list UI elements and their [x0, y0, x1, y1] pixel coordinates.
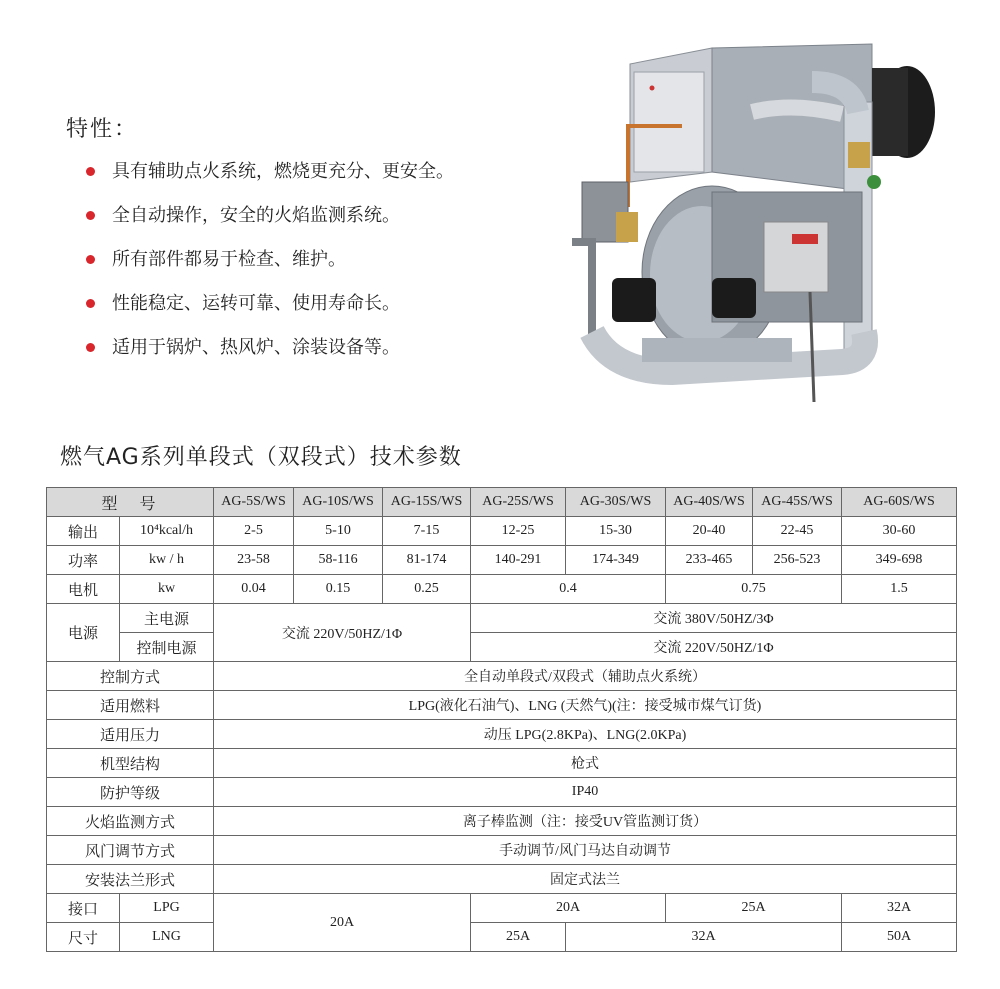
spec-row [47, 749, 957, 778]
spec-row [47, 836, 957, 865]
lpg-cell: 20A [471, 894, 666, 923]
lng-cell: 50A [842, 923, 957, 952]
kcal-unit: 10⁴kcal/h [120, 517, 214, 546]
output-label: 输出 [47, 517, 120, 546]
output-kw-row [47, 546, 957, 575]
power-source-label: 电源 [47, 604, 120, 662]
spec-row [47, 807, 957, 836]
motor-cell: 0.15 [294, 575, 383, 604]
model-cell: AG-15S/WS [383, 488, 471, 517]
kw-cell: 140-291 [471, 546, 566, 575]
lng-cell: 25A [471, 923, 566, 952]
lng-port-row [47, 923, 957, 952]
bullet-icon [86, 255, 95, 264]
spec-value: 离子棒监测（注：接受UV管监测订货） [214, 807, 957, 836]
motor-cell: 0.04 [214, 575, 294, 604]
lpg-port-row [47, 894, 957, 923]
power-small-cell: 交流 220V/50HZ/1Φ [214, 604, 471, 662]
port-label: 接口 [47, 894, 120, 923]
spec-label: 机型结构 [47, 749, 214, 778]
spec-value: 手动调节/风门马达自动调节 [214, 836, 957, 865]
spec-row [47, 778, 957, 807]
spec-value: 动压 LPG(2.8KPa)、LNG(2.0KPa) [214, 720, 957, 749]
model-cell: AG-5S/WS [214, 488, 294, 517]
spec-value: 全自动单段式/双段式（辅助点火系统） [214, 662, 957, 691]
feature-item: 全自动操作，安全的火焰监测系统。 [86, 202, 454, 246]
kw-unit: kw / h [120, 546, 214, 575]
spec-value: IP40 [214, 778, 957, 807]
features-title: 特性： [66, 117, 139, 142]
model-cell: AG-30S/WS [566, 488, 666, 517]
control-power-label: 控制电源 [120, 633, 214, 662]
motor-cell: 0.4 [471, 575, 666, 604]
kw-cell: 256-523 [753, 546, 842, 575]
model-cell: AG-45S/WS [753, 488, 842, 517]
kcal-cell: 12-25 [471, 517, 566, 546]
kw-cell: 58-116 [294, 546, 383, 575]
bullet-icon [86, 343, 95, 352]
model-label: 型 号 [47, 488, 214, 517]
features-list [86, 158, 454, 378]
port-small-cell: 20A [214, 894, 471, 952]
motor-label: 电机 [47, 575, 120, 604]
model-cell: AG-60S/WS [842, 488, 957, 517]
model-cell: AG-25S/WS [471, 488, 566, 517]
lng-cell: 32A [566, 923, 842, 952]
model-row [47, 488, 957, 517]
output-kcal-row [47, 517, 957, 546]
kw-cell: 233-465 [666, 546, 753, 575]
lpg-cell: 25A [666, 894, 842, 923]
kcal-cell: 2-5 [214, 517, 294, 546]
bullet-icon [86, 167, 95, 176]
motor-cell: 1.5 [842, 575, 957, 604]
spec-label: 防护等级 [47, 778, 214, 807]
kcal-cell: 7-15 [383, 517, 471, 546]
spec-row [47, 662, 957, 691]
gas-burner-photo [552, 42, 944, 404]
kw-cell: 349-698 [842, 546, 957, 575]
model-cell: AG-10S/WS [294, 488, 383, 517]
lpg-cell: 32A [842, 894, 957, 923]
spec-value: 固定式法兰 [214, 865, 957, 894]
control-power-large-cell: 交流 220V/50HZ/1Φ [471, 633, 957, 662]
spec-row [47, 691, 957, 720]
motor-row [47, 575, 957, 604]
spec-label: 风门调节方式 [47, 836, 214, 865]
motor-cell: 0.25 [383, 575, 471, 604]
size-label: 尺寸 [47, 923, 120, 952]
main-power-label: 主电源 [120, 604, 214, 633]
spec-label: 火焰监测方式 [47, 807, 214, 836]
kw-cell: 174-349 [566, 546, 666, 575]
main-power-row [47, 604, 957, 633]
kw-cell: 23-58 [214, 546, 294, 575]
kcal-cell: 5-10 [294, 517, 383, 546]
lpg-label: LPG [120, 894, 214, 923]
spec-value: 枪式 [214, 749, 957, 778]
kcal-cell: 15-30 [566, 517, 666, 546]
bullet-icon [86, 211, 95, 220]
kw-cell: 81-174 [383, 546, 471, 575]
lng-label: LNG [120, 923, 214, 952]
kcal-cell: 20-40 [666, 517, 753, 546]
power-label: 功率 [47, 546, 120, 575]
bullet-icon [86, 299, 95, 308]
feature-item: 适用于锅炉、热风炉、涂装设备等。 [86, 334, 454, 378]
kcal-cell: 22-45 [753, 517, 842, 546]
spec-label: 适用燃料 [47, 691, 214, 720]
motor-unit: kw [120, 575, 214, 604]
feature-item: 所有部件都易于检查、维护。 [86, 246, 454, 290]
spec-label: 适用压力 [47, 720, 214, 749]
table-title: 燃气AG系列单段式（双段式）技术参数 [60, 445, 462, 470]
spec-label: 控制方式 [47, 662, 214, 691]
main-power-large-cell: 交流 380V/50HZ/3Φ [471, 604, 957, 633]
spec-row [47, 720, 957, 749]
motor-cell: 0.75 [666, 575, 842, 604]
feature-item: 性能稳定、运转可靠、使用寿命长。 [86, 290, 454, 334]
feature-item: 具有辅助点火系统，燃烧更充分、更安全。 [86, 158, 454, 202]
spec-value: LPG(液化石油气)、LNG (天然气)(注：接受城市煤气订货) [214, 691, 957, 720]
model-cell: AG-40S/WS [666, 488, 753, 517]
spec-table [46, 487, 957, 952]
kcal-cell: 30-60 [842, 517, 957, 546]
control-power-row [47, 633, 957, 662]
spec-label: 安装法兰形式 [47, 865, 214, 894]
spec-row [47, 865, 957, 894]
